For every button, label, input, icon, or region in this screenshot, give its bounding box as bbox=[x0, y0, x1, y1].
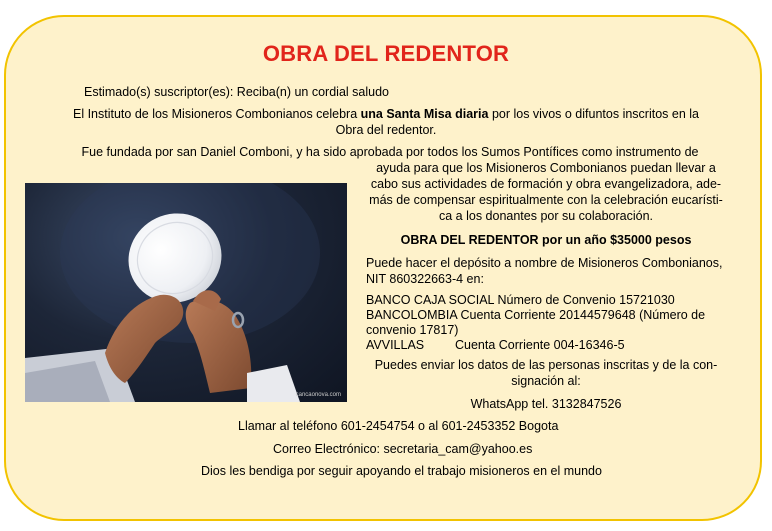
bank-avvillas-account: Cuenta Corriente 004-16346-5 bbox=[455, 338, 625, 352]
intro-text-start: El Instituto de los Misioneros Combonianos celebra bbox=[72, 107, 361, 121]
intro-text-end: por los vivos o difuntos inscritos en la bbox=[488, 107, 699, 121]
offer-text: OBRA DEL REDENTOR por un año $35000 pesos bbox=[400, 233, 692, 247]
greeting-text: Estimado(s) suscriptor(es): Reciba(n) un cordial saludo bbox=[84, 85, 389, 99]
intro-line-2: Obra del redentor. bbox=[335, 123, 437, 137]
founded-line-4: más de compensar espiritualmente con la celebración eucarísti- bbox=[369, 193, 723, 207]
deposit-line-2: NIT 860322663-4 en: bbox=[366, 272, 484, 286]
page-title: OBRA DEL REDENTOR bbox=[262, 41, 510, 66]
bank-bancolombia: BANCOLOMBIA Cuenta Corriente 20144579648 (Número de bbox=[366, 308, 706, 322]
send-line-2: signación al: bbox=[511, 374, 581, 388]
send-line-1: Puedes enviar los datos de las personas inscritas y de la con- bbox=[374, 358, 718, 372]
bank-bancolombia-cont: convenio 17817) bbox=[366, 323, 459, 337]
phones-text: Llamar al teléfono 601-2454754 o al 601-2453352 Bogota bbox=[238, 419, 559, 433]
intro-text-bold: una Santa Misa diaria bbox=[360, 107, 489, 121]
founded-line-5: ca a los donantes por su colaboración. bbox=[438, 209, 654, 223]
closing-text: Dios les bendiga por seguir apoyando el trabajo misioneros en el mundo bbox=[201, 464, 602, 478]
intro-paragraph bbox=[0, 107, 772, 122]
whatsapp-text: WhatsApp tel. 3132847526 bbox=[470, 397, 622, 411]
bank-avvillas-name: AVVILLAS bbox=[366, 338, 425, 352]
bank-caja-social: BANCO CAJA SOCIAL Número de Convenio 15721030 bbox=[366, 293, 675, 307]
founded-line-2: ayuda para que los Misioneros Combonianos puedan llevar a bbox=[376, 161, 716, 175]
founded-line-1: Fue fundada por san Daniel Comboni, y ha sido aprobada por todos los Sumos Pontífices como instrumento de bbox=[81, 145, 699, 159]
eucharist-photo bbox=[25, 183, 347, 402]
photo-watermark: cancaonova.com bbox=[295, 392, 341, 398]
founded-line-3: cabo sus actividades de formación y obra evangelizadora, ade- bbox=[370, 177, 722, 191]
email-text: Correo Electrónico: secretaria_cam@yahoo.es bbox=[273, 442, 533, 456]
deposit-line-1: Puede hacer el depósito a nombre de Misioneros Combonianos, bbox=[366, 256, 723, 270]
host-hands-illustration bbox=[25, 183, 347, 402]
